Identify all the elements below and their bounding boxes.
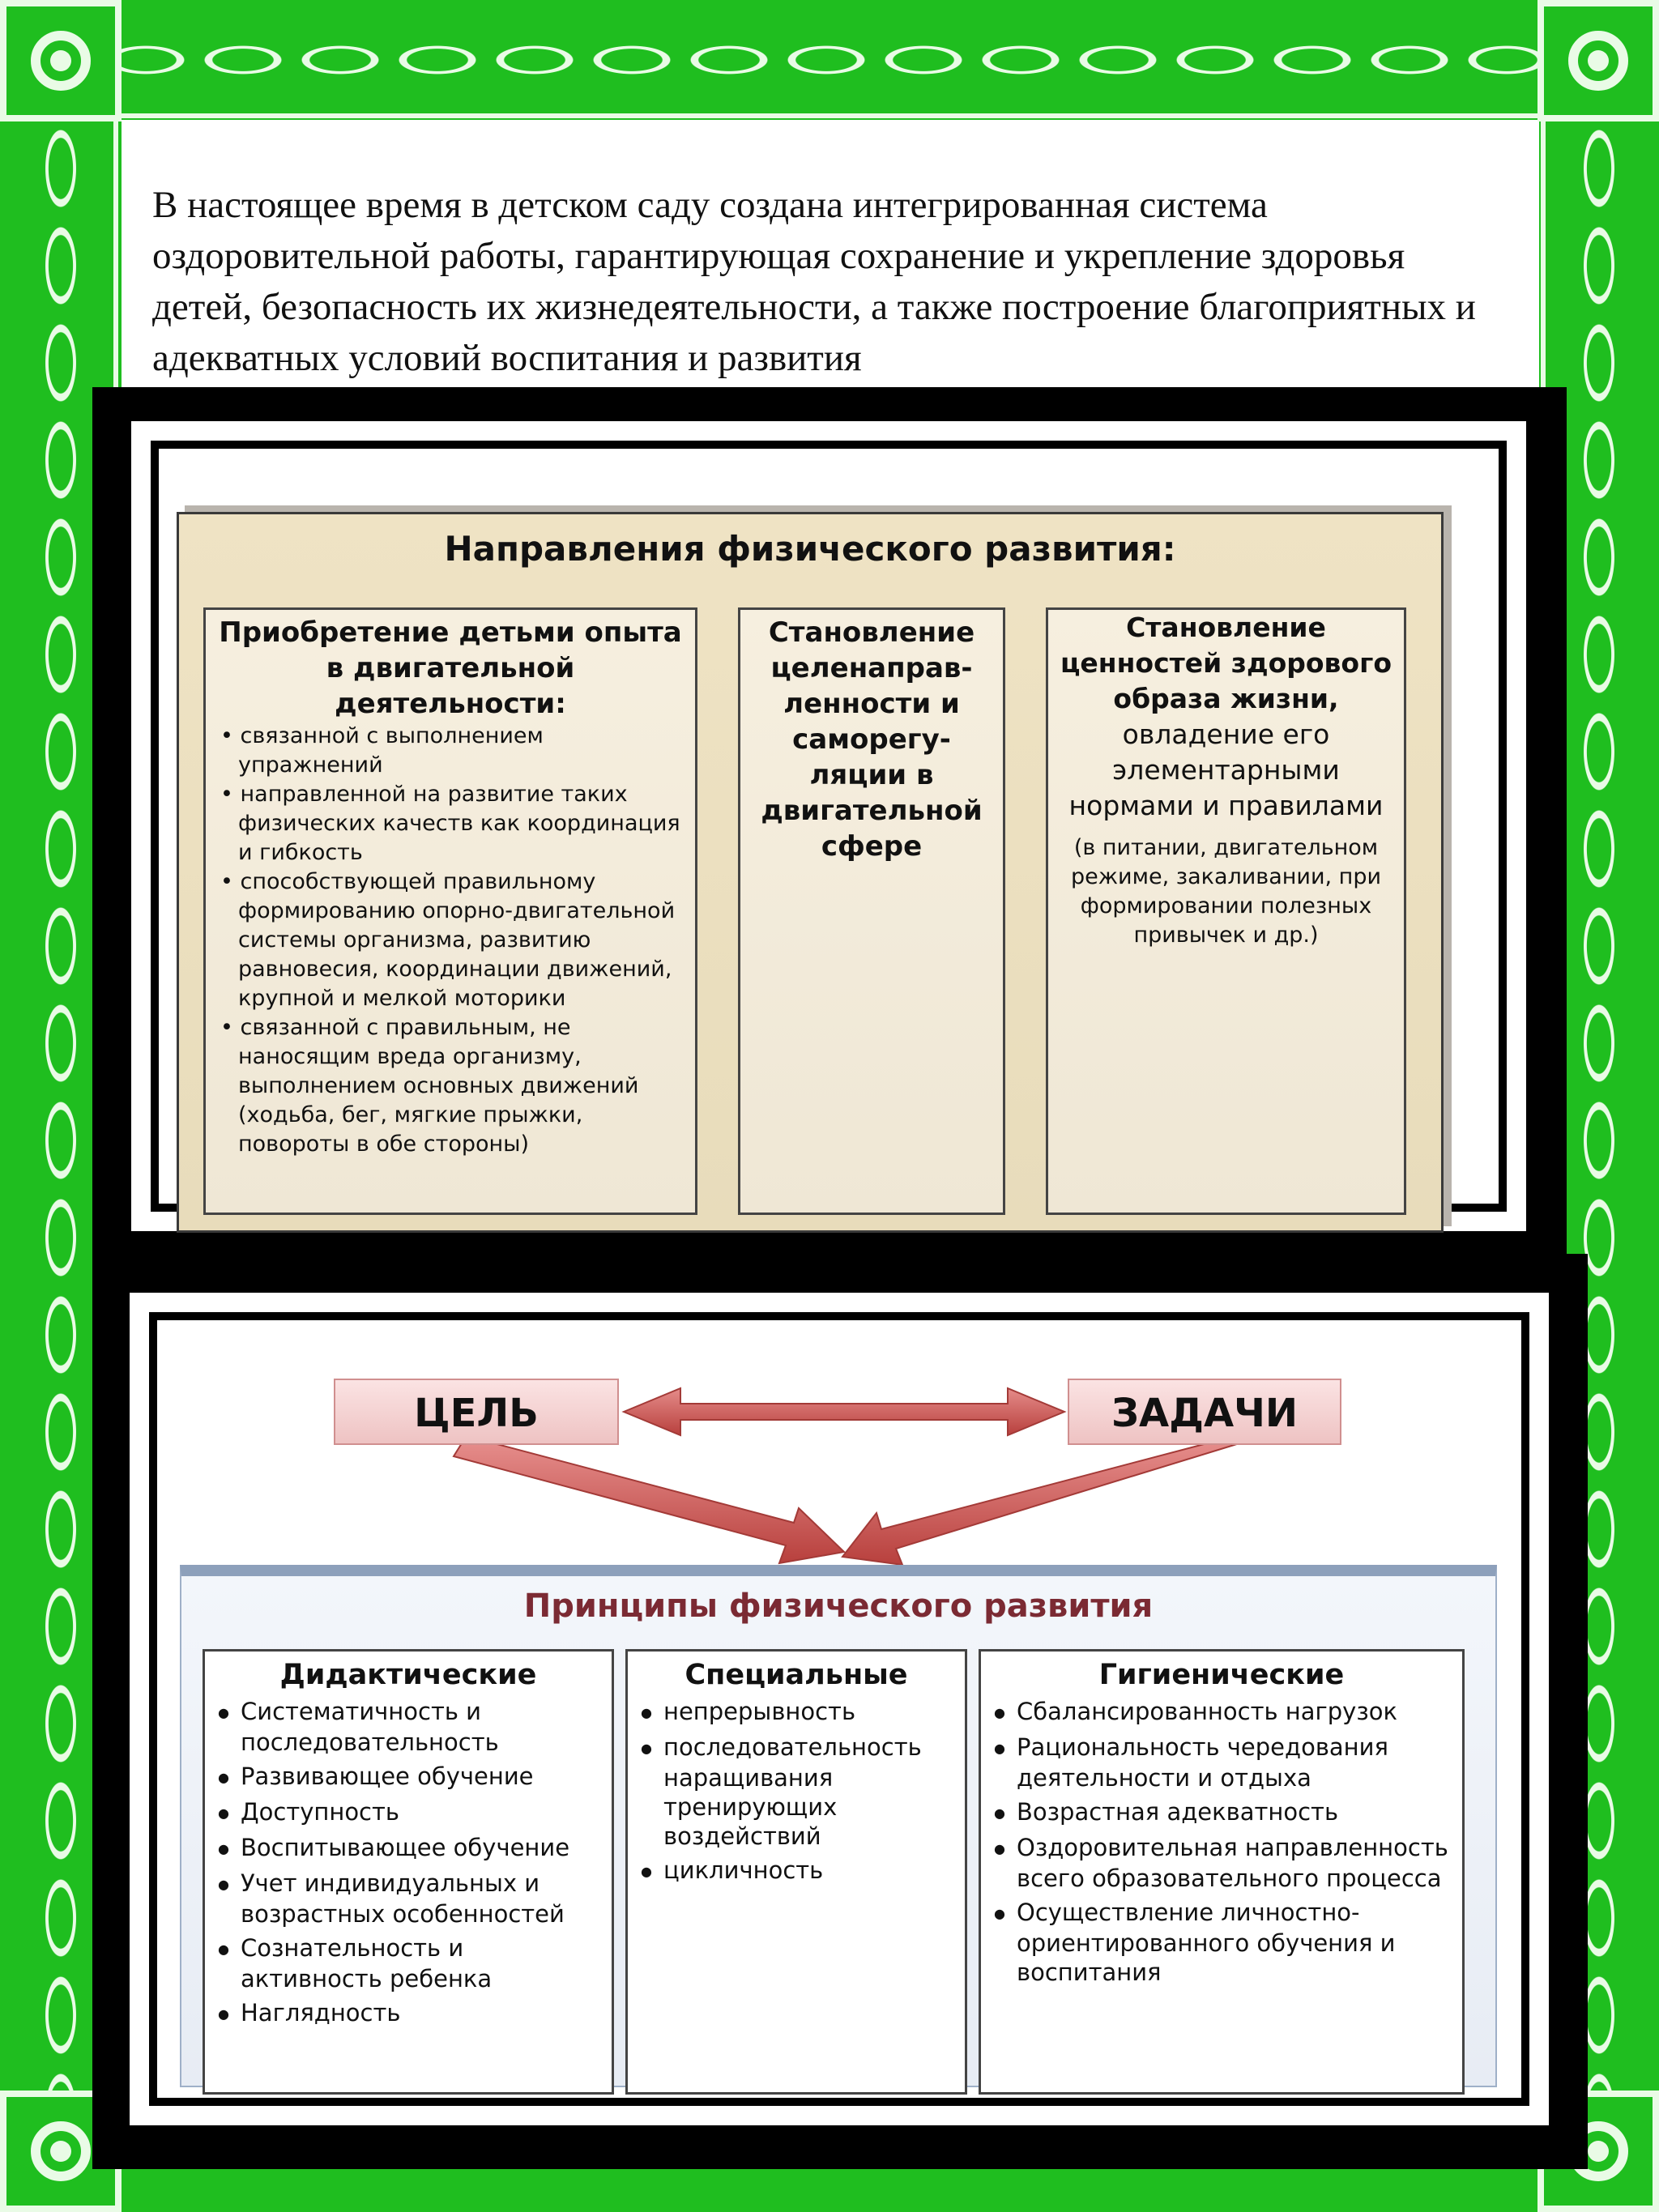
list-item: ● цикличность bbox=[641, 1856, 958, 1886]
direction-box-heading: Приобретение детьми опыта в двигательной деятельности: bbox=[219, 616, 682, 720]
list-item: ● Оздоровительная направленность всего образовательного процесса bbox=[994, 1833, 1456, 1893]
list-item: ● Наглядность bbox=[218, 1998, 605, 2029]
list-item: ● последовательность наращивания тренирующих воздействий bbox=[641, 1733, 958, 1851]
double-arrow-icon bbox=[624, 1388, 1064, 1435]
principles-column-special bbox=[625, 1649, 967, 2095]
column-heading: Специальные bbox=[684, 1659, 908, 1691]
slide-1-title: Направления физического развития: bbox=[444, 529, 1176, 569]
list-item: ● Систематичность и последовательность bbox=[218, 1697, 605, 1757]
direction-box-lead bbox=[1048, 610, 1404, 824]
principles-panel bbox=[180, 1565, 1497, 2087]
direction-box-heading: Становление целенаправ-ленности и саморегу-ляции в двигательной сфере bbox=[761, 616, 983, 863]
list-item: ● Развивающее обучение bbox=[218, 1762, 605, 1792]
direction-box-lead-rest: овладение его элементарными нормами и правилами bbox=[1068, 718, 1384, 821]
direction-box-motor-experience bbox=[203, 607, 697, 1215]
principles-column-didactic bbox=[203, 1649, 614, 2095]
list-item: ● Рациональность чередования деятельности и отдыха bbox=[994, 1733, 1456, 1792]
column-heading: Гигиенические bbox=[1098, 1659, 1345, 1691]
direction-box-healthy-lifestyle bbox=[1046, 607, 1406, 1215]
list-item: • связанной с правильным, не наносящим вреда организму, выполнением основных движений (ходьба, бег, мягкие прыжки, повороты в обе стороны) bbox=[220, 1013, 687, 1159]
list-item: ● Сбалансированность нагрузок bbox=[994, 1697, 1456, 1728]
physical-development-principles-slide bbox=[154, 1322, 1499, 2098]
list-item: ● Возрастная адекватность bbox=[994, 1797, 1456, 1828]
list-item: ● непрерывность bbox=[641, 1697, 958, 1728]
list-item: • связанной с выполнением упражнений bbox=[220, 722, 687, 780]
tasks-box: ЗАДАЧИ bbox=[1068, 1379, 1341, 1445]
principles-list bbox=[205, 1694, 612, 2029]
physical-development-directions-slide bbox=[177, 512, 1444, 1233]
direction-items-list bbox=[206, 722, 695, 1159]
list-item: ● Учет индивидуальных и возрастных особенностей bbox=[218, 1869, 605, 1929]
principles-list bbox=[981, 1694, 1462, 1987]
list-item: ● Осуществление личностно-ориентированного обучения и воспитания bbox=[994, 1898, 1456, 1987]
frame-top-band bbox=[0, 0, 1659, 120]
arrow-down-left-icon bbox=[842, 1443, 1239, 1565]
corner-ornament-icon bbox=[1537, 0, 1659, 121]
direction-box-self-regulation bbox=[738, 607, 1005, 1215]
direction-box-heading: Становление ценностей здорового образа жизни, bbox=[1060, 612, 1392, 714]
principles-column-hygienic bbox=[979, 1649, 1465, 2095]
list-item: • направленной на развитие таких физических качеств как координация и гибкость bbox=[220, 780, 687, 867]
principles-list bbox=[628, 1694, 965, 1886]
corner-ornament-icon bbox=[0, 0, 122, 121]
list-item: ● Сознательность и активность ребенка bbox=[218, 1933, 605, 1993]
list-item: ● Воспитывающее обучение bbox=[218, 1833, 605, 1864]
intro-paragraph: В настоящее время в детском саду создана интегрированная система оздоровительной работы, гарантирующая сохранение и укрепление здоровья детей, безопасность их жизнедеятельности, а также построение благоприятных и адекватных условий воспитания и развития bbox=[152, 184, 1476, 379]
principles-title: Принципы физического развития bbox=[523, 1588, 1154, 1625]
direction-box-note: (в питании, двигательном режиме, закаливании, при формировании полезных привычек и др.) bbox=[1070, 835, 1382, 948]
goal-box: ЦЕЛЬ bbox=[334, 1379, 619, 1445]
arrow-down-right-icon bbox=[454, 1443, 844, 1563]
list-item: ● Доступность bbox=[218, 1797, 605, 1828]
list-item: • способствующей правильному формированию опорно-двигательной системы организма, развитию равновесия, координации движений, крупной и мелкой моторики bbox=[220, 867, 687, 1013]
column-heading: Дидактические bbox=[279, 1659, 537, 1691]
